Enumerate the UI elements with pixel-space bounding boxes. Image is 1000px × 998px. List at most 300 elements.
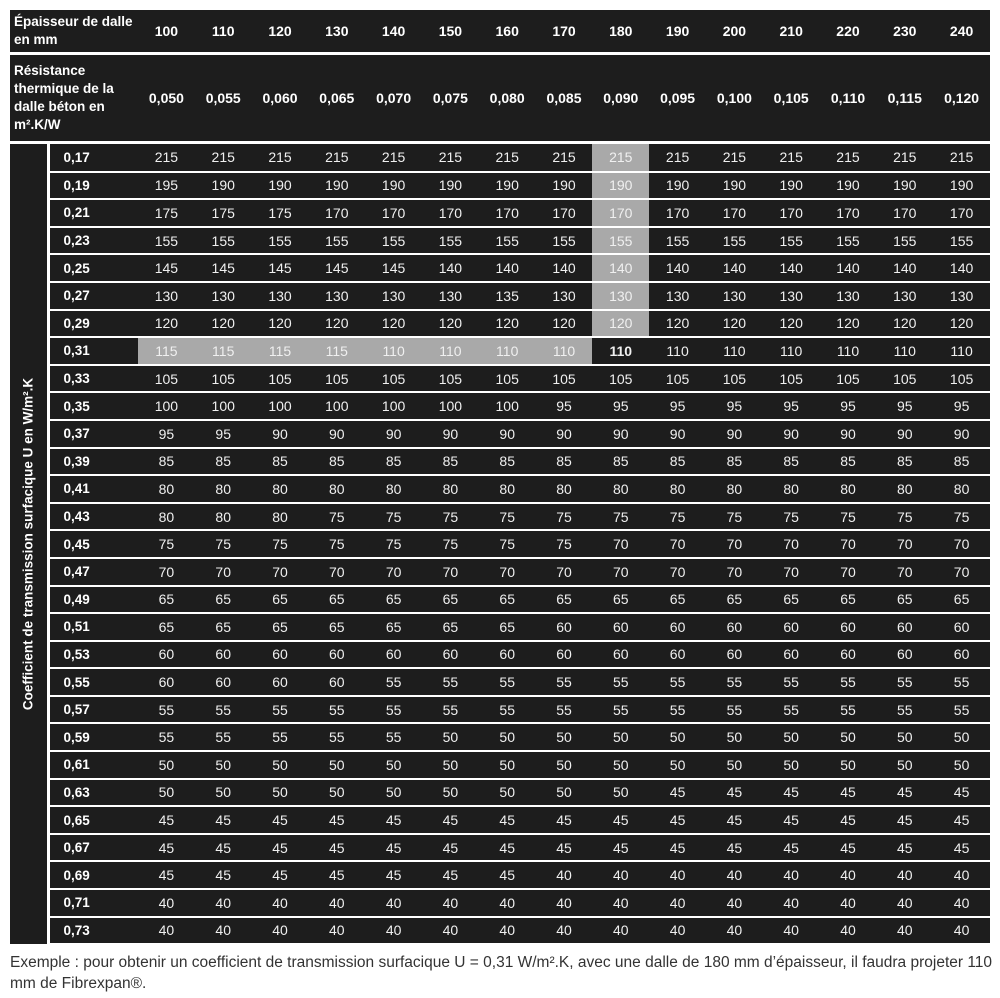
u-value-cell: 0,67 (48, 834, 138, 862)
table-cell: 85 (252, 448, 309, 476)
table-cell: 65 (479, 613, 536, 641)
table-cell: 145 (365, 254, 422, 282)
table-cell: 50 (308, 779, 365, 807)
table-cell: 50 (138, 779, 195, 807)
table-cell: 75 (422, 530, 479, 558)
table-cell: 70 (763, 530, 820, 558)
u-value-cell: 0,47 (48, 558, 138, 586)
table-cell: 95 (536, 392, 593, 420)
table-cell: 75 (479, 530, 536, 558)
table-cell: 155 (422, 227, 479, 255)
table-cell: 45 (706, 806, 763, 834)
table-cell: 90 (422, 420, 479, 448)
table-cell: 70 (138, 558, 195, 586)
table-cell: 40 (365, 917, 422, 945)
table-cell: 105 (592, 365, 649, 393)
u-value-cell: 0,45 (48, 530, 138, 558)
table-cell: 75 (479, 503, 536, 531)
highlighted-cell: 110 (479, 337, 536, 365)
highlighted-cell: 190 (592, 172, 649, 200)
table-cell: 80 (820, 475, 877, 503)
table-cell: 45 (592, 834, 649, 862)
highlighted-cell: 115 (308, 337, 365, 365)
table-cell: 120 (252, 310, 309, 338)
table-row (10, 448, 990, 476)
u-value-cell: 0,51 (48, 613, 138, 641)
table-cell: 130 (536, 282, 593, 310)
u-value-cell: 0,33 (48, 365, 138, 393)
table-cell: 140 (763, 254, 820, 282)
table-cell: 155 (195, 227, 252, 255)
table-cell: 45 (536, 834, 593, 862)
table-cell: 155 (308, 227, 365, 255)
table-cell: 170 (763, 199, 820, 227)
table-cell: 60 (308, 641, 365, 669)
table-cell: 75 (763, 503, 820, 531)
table-cell: 85 (649, 448, 706, 476)
table-cell: 60 (195, 641, 252, 669)
table-cell: 45 (649, 779, 706, 807)
table-cell: 55 (252, 696, 309, 724)
table-cell: 55 (933, 696, 990, 724)
table-cell: 105 (933, 365, 990, 393)
table-cell: 60 (649, 613, 706, 641)
table-cell: 40 (138, 889, 195, 917)
table-cell: 105 (536, 365, 593, 393)
table-cell: 50 (592, 751, 649, 779)
table-cell: 50 (422, 723, 479, 751)
table-cell: 60 (706, 641, 763, 669)
table-cell: 45 (536, 806, 593, 834)
table-cell: 60 (763, 641, 820, 669)
table-cell: 100 (422, 392, 479, 420)
table-cell: 85 (592, 448, 649, 476)
table-cell: 215 (763, 144, 820, 172)
table-cell: 40 (422, 917, 479, 945)
table-cell: 55 (706, 668, 763, 696)
table-cell: 120 (365, 310, 422, 338)
example-note: Exemple : pour obtenir un coefficient de transmission surfacique U = 0,31 W/m².K, avec une dalle de 180 mm d’épaisseur, il faudra projeter 110 mm de Fibrexpan®. (10, 954, 993, 992)
table-cell: 80 (479, 475, 536, 503)
table-cell: 95 (706, 392, 763, 420)
resistance-header-cell: 0,105 (763, 55, 820, 141)
table-cell: 95 (649, 392, 706, 420)
table-cell: 80 (252, 503, 309, 531)
table-row (10, 199, 990, 227)
table-cell: 145 (252, 254, 309, 282)
table-cell: 105 (195, 365, 252, 393)
table-cell: 70 (592, 558, 649, 586)
table-cell: 55 (763, 696, 820, 724)
table-cell: 75 (592, 503, 649, 531)
table-cell: 70 (763, 558, 820, 586)
table-cell: 50 (252, 779, 309, 807)
table-cell: 70 (820, 530, 877, 558)
table-cell: 215 (479, 144, 536, 172)
table-cell: 45 (138, 861, 195, 889)
table-cell: 50 (479, 723, 536, 751)
thickness-table (10, 10, 990, 945)
table-cell: 215 (365, 144, 422, 172)
highlighted-cell: 115 (252, 337, 309, 365)
highlighted-cell: 115 (138, 337, 195, 365)
u-value-cell: 0,35 (48, 392, 138, 420)
table-cell: 55 (195, 696, 252, 724)
table-row (10, 806, 990, 834)
table-cell: 80 (138, 503, 195, 531)
table-row (10, 558, 990, 586)
table-cell: 70 (592, 530, 649, 558)
table-cell: 130 (820, 282, 877, 310)
resistance-header-cell: 0,120 (933, 55, 990, 141)
table-cell: 55 (536, 696, 593, 724)
table-cell: 55 (252, 723, 309, 751)
table-cell: 60 (252, 641, 309, 669)
table-cell: 85 (706, 448, 763, 476)
table-cell: 50 (933, 751, 990, 779)
table-cell: 90 (933, 420, 990, 448)
table-cell: 80 (138, 475, 195, 503)
table-cell: 70 (933, 558, 990, 586)
table-cell: 80 (195, 475, 252, 503)
table-cell: 105 (138, 365, 195, 393)
table-cell: 65 (195, 586, 252, 614)
table-cell: 45 (308, 861, 365, 889)
table-cell: 50 (365, 751, 422, 779)
table-cell: 65 (308, 586, 365, 614)
table-cell: 140 (649, 254, 706, 282)
table-cell: 170 (933, 199, 990, 227)
table-cell: 190 (649, 172, 706, 200)
table-cell: 105 (706, 365, 763, 393)
table-cell: 50 (933, 723, 990, 751)
table-cell: 155 (876, 227, 933, 255)
table-cell: 100 (479, 392, 536, 420)
resistance-header-cell: 0,075 (422, 55, 479, 141)
table-cell: 55 (479, 668, 536, 696)
table-cell: 175 (138, 199, 195, 227)
table-cell: 190 (422, 172, 479, 200)
table-cell: 75 (536, 503, 593, 531)
table-cell: 60 (706, 613, 763, 641)
table-cell: 65 (876, 586, 933, 614)
table-cell: 190 (876, 172, 933, 200)
thickness-header-cell: 170 (536, 10, 593, 52)
thickness-header-cell: 100 (138, 10, 195, 52)
table-cell: 75 (820, 503, 877, 531)
table-cell: 70 (876, 530, 933, 558)
table-row (10, 530, 990, 558)
table-cell: 215 (706, 144, 763, 172)
table-cell: 45 (308, 806, 365, 834)
table-cell: 80 (195, 503, 252, 531)
table-cell: 145 (308, 254, 365, 282)
table-cell: 120 (933, 310, 990, 338)
table-row (10, 613, 990, 641)
table-cell: 45 (252, 806, 309, 834)
table-cell: 65 (252, 613, 309, 641)
table-cell: 170 (706, 199, 763, 227)
table-cell: 40 (592, 861, 649, 889)
table-cell: 120 (308, 310, 365, 338)
table-row (10, 254, 990, 282)
thickness-header-cell: 240 (933, 10, 990, 52)
table-cell: 100 (365, 392, 422, 420)
table-cell: 45 (195, 834, 252, 862)
table-cell: 65 (138, 613, 195, 641)
table-cell: 55 (649, 696, 706, 724)
highlighted-cell: 130 (592, 282, 649, 310)
table-cell: 170 (479, 199, 536, 227)
resistance-header-cell: 0,090 (592, 55, 649, 141)
table-cell: 40 (933, 889, 990, 917)
table-cell: 170 (820, 199, 877, 227)
table-cell: 55 (933, 668, 990, 696)
resistance-header-cell: 0,055 (195, 55, 252, 141)
table-cell: 60 (138, 641, 195, 669)
table-cell: 110 (933, 337, 990, 365)
table-cell: 90 (649, 420, 706, 448)
table-cell: 65 (308, 613, 365, 641)
resistance-header-row (10, 55, 990, 141)
table-cell: 215 (308, 144, 365, 172)
table-cell: 45 (933, 834, 990, 862)
table-cell: 45 (763, 779, 820, 807)
table-cell: 50 (195, 751, 252, 779)
table-cell: 45 (479, 806, 536, 834)
table-cell: 50 (649, 751, 706, 779)
table-cell: 215 (195, 144, 252, 172)
table-cell: 130 (308, 282, 365, 310)
table-cell: 45 (195, 806, 252, 834)
table-cell: 110 (649, 337, 706, 365)
u-value-cell: 0,19 (48, 172, 138, 200)
table-row (10, 310, 990, 338)
table-cell: 75 (706, 503, 763, 531)
table-cell: 190 (479, 172, 536, 200)
table-cell: 40 (706, 917, 763, 945)
table-cell: 50 (592, 723, 649, 751)
table-cell: 75 (195, 530, 252, 558)
table-cell: 175 (195, 199, 252, 227)
table-cell: 155 (763, 227, 820, 255)
table-cell: 60 (308, 668, 365, 696)
thickness-table-container (10, 10, 990, 938)
table-cell: 100 (138, 392, 195, 420)
resistance-header-cell: 0,110 (820, 55, 877, 141)
table-cell: 130 (706, 282, 763, 310)
table-cell: 60 (365, 641, 422, 669)
table-row (10, 586, 990, 614)
table-cell: 60 (195, 668, 252, 696)
table-cell: 90 (308, 420, 365, 448)
table-cell: 60 (592, 613, 649, 641)
table-cell: 120 (479, 310, 536, 338)
table-cell: 130 (252, 282, 309, 310)
table-cell: 65 (195, 613, 252, 641)
table-cell: 85 (138, 448, 195, 476)
table-cell: 105 (365, 365, 422, 393)
u-value-cell: 0,43 (48, 503, 138, 531)
table-cell: 40 (649, 861, 706, 889)
table-row (10, 834, 990, 862)
table-cell: 190 (706, 172, 763, 200)
table-cell: 60 (138, 668, 195, 696)
table-cell: 40 (876, 917, 933, 945)
table-cell: 80 (422, 475, 479, 503)
thickness-header-row (10, 10, 990, 52)
table-cell: 55 (365, 696, 422, 724)
table-cell: 140 (706, 254, 763, 282)
table-cell: 130 (422, 282, 479, 310)
u-value-cell: 0,69 (48, 861, 138, 889)
table-cell: 45 (706, 779, 763, 807)
table-cell: 75 (138, 530, 195, 558)
table-cell: 105 (649, 365, 706, 393)
table-row (10, 365, 990, 393)
table-cell: 45 (252, 861, 309, 889)
resistance-header-cell: 0,050 (138, 55, 195, 141)
table-cell: 170 (308, 199, 365, 227)
table-row (10, 696, 990, 724)
u-value-cell: 0,31 (48, 337, 138, 365)
table-cell: 50 (195, 779, 252, 807)
table-cell: 55 (308, 696, 365, 724)
u-value-cell: 0,59 (48, 723, 138, 751)
table-cell: 40 (138, 917, 195, 945)
highlighted-cell: 120 (592, 310, 649, 338)
table-cell: 80 (763, 475, 820, 503)
table-cell: 95 (763, 392, 820, 420)
thickness-header-cell: 230 (876, 10, 933, 52)
table-cell: 90 (536, 420, 593, 448)
table-cell: 155 (536, 227, 593, 255)
table-cell: 45 (763, 834, 820, 862)
table-cell: 55 (649, 668, 706, 696)
table-cell: 75 (649, 503, 706, 531)
table-cell: 45 (365, 861, 422, 889)
table-cell: 60 (649, 641, 706, 669)
table-cell: 120 (195, 310, 252, 338)
table-cell: 40 (763, 917, 820, 945)
u-value-cell: 0,53 (48, 641, 138, 669)
table-row (10, 917, 990, 945)
thickness-header-cell: 200 (706, 10, 763, 52)
u-value-cell: 0,71 (48, 889, 138, 917)
table-cell: 40 (365, 889, 422, 917)
table-cell: 85 (308, 448, 365, 476)
table-cell: 140 (820, 254, 877, 282)
result-cell: 110 (592, 337, 649, 365)
table-cell: 45 (876, 806, 933, 834)
table-cell: 105 (876, 365, 933, 393)
table-cell: 85 (479, 448, 536, 476)
table-cell: 175 (252, 199, 309, 227)
table-cell: 65 (422, 586, 479, 614)
table-cell: 85 (422, 448, 479, 476)
highlighted-cell: 110 (422, 337, 479, 365)
table-cell: 55 (308, 723, 365, 751)
highlighted-cell: 170 (592, 199, 649, 227)
table-cell: 50 (592, 779, 649, 807)
highlighted-cell: 155 (592, 227, 649, 255)
table-row (10, 723, 990, 751)
table-cell: 110 (763, 337, 820, 365)
resistance-header-cell: 0,070 (365, 55, 422, 141)
table-cell: 55 (138, 723, 195, 751)
table-cell: 90 (252, 420, 309, 448)
table-cell: 60 (592, 641, 649, 669)
table-cell: 65 (252, 586, 309, 614)
table-cell: 40 (820, 889, 877, 917)
table-cell: 95 (592, 392, 649, 420)
table-cell: 190 (536, 172, 593, 200)
table-cell: 55 (195, 723, 252, 751)
table-row (10, 861, 990, 889)
table-cell: 55 (365, 723, 422, 751)
thickness-header-cell: 210 (763, 10, 820, 52)
table-cell: 55 (365, 668, 422, 696)
table-cell: 80 (649, 475, 706, 503)
table-cell: 40 (820, 917, 877, 945)
u-coefficient-axis-text: Coefficient de transmission surfacique U en W/m².K (20, 377, 36, 711)
table-cell: 145 (138, 254, 195, 282)
table-cell: 100 (252, 392, 309, 420)
table-cell: 40 (763, 889, 820, 917)
table-cell: 40 (763, 861, 820, 889)
table-cell: 75 (422, 503, 479, 531)
table-cell: 45 (308, 834, 365, 862)
table-cell: 40 (876, 861, 933, 889)
table-cell: 50 (138, 751, 195, 779)
table-cell: 45 (820, 779, 877, 807)
table-cell: 190 (252, 172, 309, 200)
table-cell: 65 (479, 586, 536, 614)
table-cell: 55 (763, 668, 820, 696)
table-cell: 90 (820, 420, 877, 448)
table-cell: 60 (933, 613, 990, 641)
table-cell: 40 (592, 889, 649, 917)
table-cell: 50 (763, 723, 820, 751)
table-cell: 45 (649, 806, 706, 834)
u-value-cell: 0,49 (48, 586, 138, 614)
table-cell: 50 (536, 723, 593, 751)
table-cell: 45 (479, 834, 536, 862)
table-cell: 40 (308, 889, 365, 917)
table-cell: 80 (252, 475, 309, 503)
table-cell: 50 (252, 751, 309, 779)
u-value-cell: 0,63 (48, 779, 138, 807)
thickness-header-cell: 130 (308, 10, 365, 52)
table-cell: 40 (706, 889, 763, 917)
table-cell: 60 (876, 641, 933, 669)
table-cell: 75 (308, 530, 365, 558)
u-value-cell: 0,73 (48, 917, 138, 945)
u-value-cell: 0,17 (48, 144, 138, 172)
table-cell: 70 (479, 558, 536, 586)
table-cell: 40 (649, 889, 706, 917)
table-cell: 45 (876, 834, 933, 862)
table-row (10, 337, 990, 365)
table-cell: 70 (422, 558, 479, 586)
table-cell: 55 (706, 696, 763, 724)
table-cell: 105 (479, 365, 536, 393)
table-cell: 80 (933, 475, 990, 503)
table-cell: 120 (706, 310, 763, 338)
table-cell: 45 (763, 806, 820, 834)
table-cell: 40 (592, 917, 649, 945)
table-row (10, 420, 990, 448)
